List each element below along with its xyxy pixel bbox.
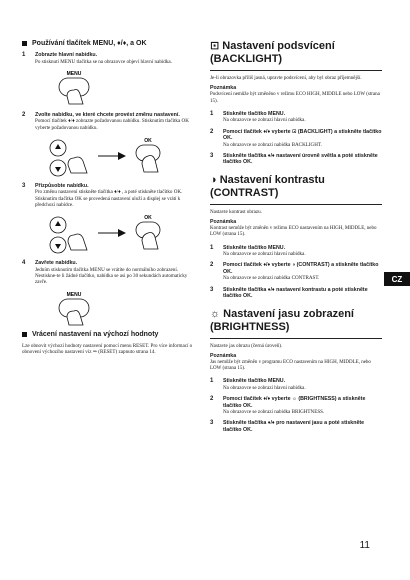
brightness-title: ☼ Nastavení jasu zobrazení (BRIGHTNESS) — [210, 307, 354, 333]
menu-button-illustration — [44, 68, 104, 108]
divider — [210, 204, 382, 205]
close-menu-illustration — [44, 289, 104, 327]
hand-icon — [68, 157, 87, 173]
note-heading: Poznámka — [210, 85, 237, 92]
menu-label: MENU — [66, 291, 82, 298]
section-title-reset: Vrácení nastavení na výchozí hodnoty — [22, 331, 194, 338]
step-3: 3 Přizpůsobte nabídku. Pro změnu nastavení stiskněte tlačítka ♦/♦ , a poté stiskněte tlačítko OK. Stisknutím tlačítka OK se provedená nastavení uloží a displej se vrátí k předchozí nabídce. — [22, 182, 183, 208]
contrast-note: Kontrast nemůže být změněn v režimu ECO nastavením na HIGH, MIDDLE, nebo LOW (strana 15). — [210, 226, 377, 238]
ok-label: OK — [144, 215, 152, 222]
menu-label: MENU — [66, 70, 82, 77]
right-column — [210, 40, 382, 438]
divider — [210, 338, 382, 339]
backlight-intro: Je-li obrazovka příliš jasná, upravte podsvícení, aby byl obraz příjemnější. — [210, 75, 362, 81]
backlight-note: Podsvícení nemůže být změněno v režimu ECO HIGH, MIDDLE nebo LOW (strana 15). — [210, 92, 380, 104]
square-bullet-icon — [22, 41, 27, 46]
ok-label: OK — [144, 137, 152, 144]
contrast-intro: Nastavte kontrast obrazu. — [210, 208, 262, 215]
backlight-step-2: 2 Pomocí tlačítek ♦/♦ vyberte ⊡ (BACKLIGHT) a stiskněte tlačítko OK. Na obrazovce se zobrazí nabídka BACKLIGHT. — [210, 128, 382, 148]
arrow-right-icon — [118, 152, 126, 160]
brightness-intro: Nastavte jas obrazu (černá úroveň). — [210, 342, 283, 349]
divider — [210, 70, 382, 71]
backlight-icon: ⊡ — [210, 40, 223, 52]
square-bullet-icon — [22, 332, 27, 337]
step-4: 4 Zavřete nabídku. Jedním stisknutím tlačítka MENU se vrátíte do normálního zobrazení. Nestiskne-te li žádné tlačítko, nabídka se asi po 30 sekundách automaticky zavře. — [22, 260, 188, 286]
language-tab-cz: CZ — [384, 272, 410, 286]
contrast-icon: ◑ — [210, 173, 220, 186]
brightness-step-3: 3 Stiskněte tlačítka ♦/♦ pro nastavení jasu a poté stiskněte tlačítko OK. — [210, 420, 365, 433]
arrow-right-icon — [118, 229, 126, 237]
select-menu-illustration — [44, 134, 174, 179]
note-heading: Poznámka — [210, 352, 237, 359]
left-column — [22, 40, 194, 359]
note-heading: Poznámka — [210, 219, 237, 226]
backlight-step-1: 1 Stiskněte tlačítko MENU. Na obrazovce se zobrazí hlavní nabídka. — [210, 110, 306, 124]
contrast-step-3: 3 Stiskněte tlačítka ♦/♦ nastavení kontrastu a poté stiskněte tlačítko OK. — [210, 286, 368, 300]
adjust-menu-illustration — [44, 211, 174, 256]
contrast-step-1: 1 Stiskněte tlačítko MENU. Na obrazovce se zobrazí hlavní nabídka. — [210, 244, 306, 257]
step-2: 2 Zvolte nabídku, ve které chcete provést změnu nastavení. Pomocí tlačítek ♦/♦ zobrazte požadovanou nabídku. Stisknutím tlačítka OK vyberte požadovanou nabídku. — [22, 111, 189, 131]
contrast-title: ◑ Nastavení kontrastu (CONTRAST) — [210, 173, 325, 199]
reset-text: Lze obnovit výchozí hodnoty nastavení pomocí menu RESET. Pro více informací o obnovení výchozího nastavení viz ⇒ (RESET) zapnuto strana 14. — [22, 342, 193, 355]
brightness-icon: ☼ — [210, 307, 224, 320]
brightness-step-1: 1 Stiskněte tlačítko MENU. Na obrazovce se zobrazí hlavní nabídka. — [210, 378, 306, 391]
page-number: 11 — [359, 540, 370, 551]
backlight-step-3: 3 Stiskněte tlačítka ♦/♦ nastavení úrovně světla a poté stiskněte tlačítko OK. — [210, 152, 378, 166]
contrast-step-2: 2 Pomocí tlačítek ♦/♦ vyberte ◑ (CONTRAST) a stiskněte tlačítko OK. Na obrazovce se zobrazí nabídka CONTRAST. — [210, 262, 379, 282]
brightness-note: Jas nemůže být změněn v programu ECO nastavením na HIGH, MIDDLE, nebo LOW (strana 15). — [210, 359, 371, 372]
step-1: 1 Zobrazte hlavní nabídku. Po stisknutí MENU tlačítka se na obrazovce objeví hlavní nabídka. — [22, 52, 172, 65]
backlight-title: ⊡ Nastavení podsvícení (BACKLIGHT) — [210, 40, 335, 65]
section-title-buttons: Používání tlačítek MENU, ♦/♦, a OK — [22, 40, 194, 47]
brightness-step-2: 2 Pomocí tlačítek ♦/♦ vyberte ☼ (BRIGHTNESS) a stiskněte tlačítko OK. Na obrazovce se zobrazí nabídka BRIGHTNESS. — [210, 396, 366, 416]
hand-icon — [68, 234, 87, 250]
